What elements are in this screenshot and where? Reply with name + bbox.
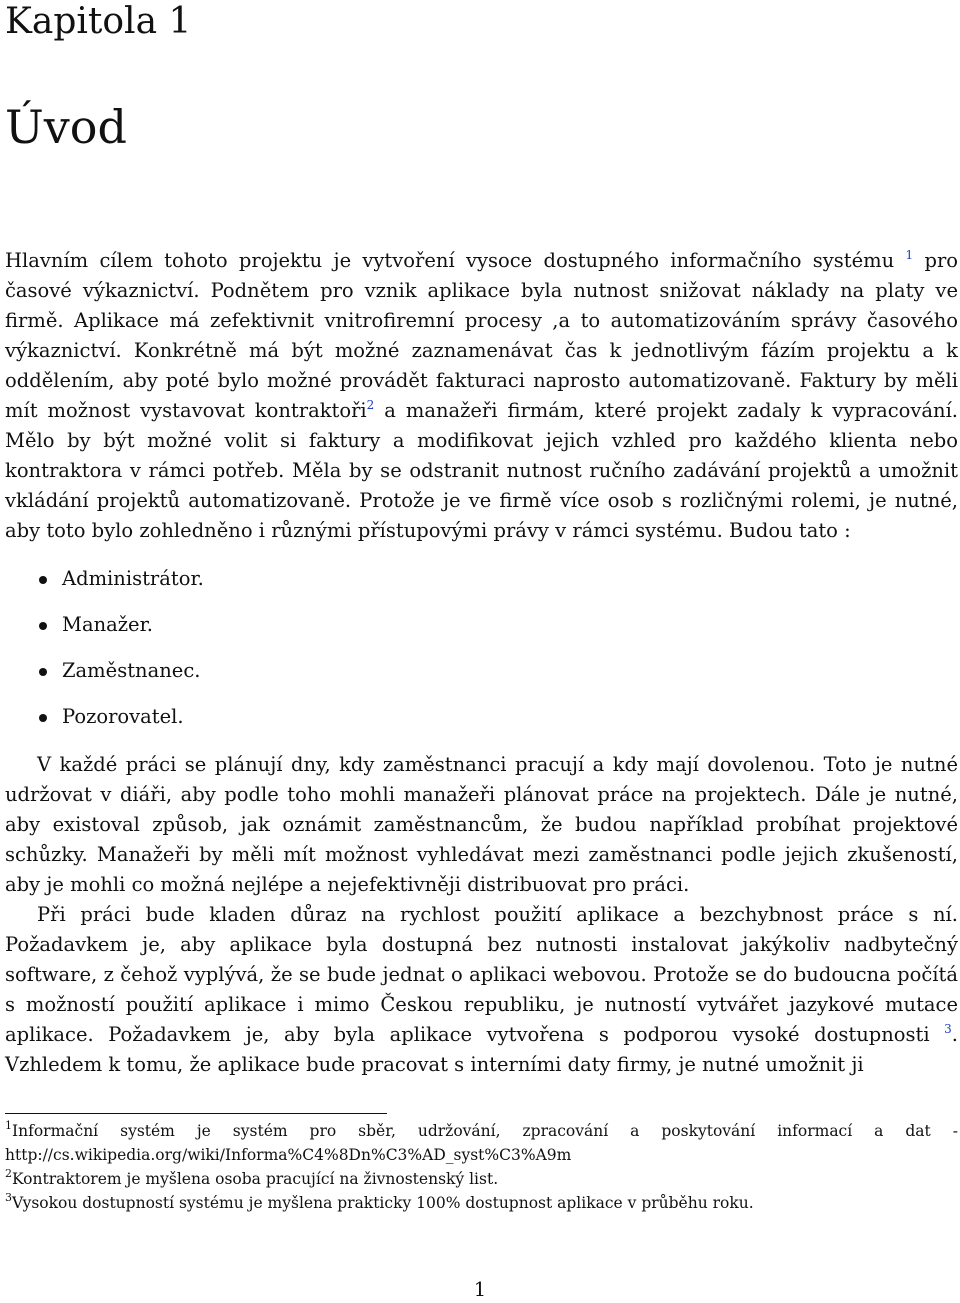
list-item: [5, 648, 958, 694]
role-label: Pozorovatel.: [62, 705, 184, 728]
paragraph-intro-part1: Hlavním cílem tohoto projektu je vytvoření vysoce dostupného informačního systému: [5, 249, 895, 272]
chapter-body: [5, 246, 958, 1080]
footnote-1-url[interactable]: http://cs.wikipedia.org/wiki/Informa%C4%8Dn%C3%AD_syst%C3%A9m: [5, 1146, 572, 1164]
footnote-ref-3[interactable]: 3: [944, 1022, 952, 1036]
role-label: Manažer.: [62, 613, 153, 636]
chapter-title: Úvod: [5, 100, 127, 154]
footnote-3: [5, 1191, 958, 1215]
footnote-text: Vysokou dostupností systému je myšlena prakticky 100% dostupnost aplikace v průběhu roku.: [12, 1194, 754, 1212]
paragraph-requirements-part1: Při práci bude kladen důraz na rychlost použití aplikace a bezchybnost práce s ní. Požadavkem je, aby aplikace byla dostupná bez nutnosti instalovat jakýkoliv nadbytečný software, z čehož vyplývá, že se bude jednat o aplikaci webovou. Protože se do budoucna počítá s možností použití aplikace i mimo Českou republiku, je nutností vytvářet jazykové mutace aplikace. Požadavkem je, aby byla aplikace vytvořena s podporou vysoké dostupnosti: [5, 903, 958, 1046]
paragraph-intro-part3: a manažeři firmám, které projekt zadaly k vypracování. Mělo by být možné volit si faktury a modifikovat jejich vzhled pro každého klienta nebo kontraktora v rámci potřeb. Měla by se odstranit nutnost ručního zadávání projektů a umožnit vkládání projektů automatizovaně. Protože je ve firmě více osob s rozličnými rolemi, je nutné, aby toto bylo zohledněno i různými přístupovými právy v rámci systému. Budou tato :: [5, 399, 959, 542]
paragraph-requirements-part2: . Vzhledem k tomu, že aplikace bude pracovat s interními daty firmy, je nutné umožnit ji: [5, 1023, 958, 1076]
bullet-icon: [39, 576, 47, 584]
bullet-icon: [39, 622, 47, 630]
paragraph-requirements: [5, 900, 958, 1080]
list-item: [5, 556, 958, 602]
footnote-number: 3: [5, 1191, 12, 1204]
footnote-1: [5, 1119, 958, 1143]
paragraph-intro-part2: pro časové výkaznictví. Podnětem pro vznik aplikace byla nutnost snižovat náklady na platy ve firmě. Aplikace má zefektivnit vnitrofiremní procesy ,a to automatizováním správy časového výkaznictví. Konkrétně má být možné zaznamenávat čas k jednotlivým fázím projektu a k oddělením, aby poté bylo možné provádět fakturaci naprosto automatizovaně. Faktury by měli mít možnost vystavovat kontraktoři: [5, 249, 959, 422]
roles-list: [5, 556, 958, 740]
list-item: [5, 602, 958, 648]
footnote-number: 1: [5, 1119, 12, 1132]
list-item: [5, 694, 958, 740]
chapter-label: Kapitola 1: [5, 1, 192, 42]
paragraph-planning: V každé práci se plánují dny, kdy zaměstnanci pracují a kdy mají dovolenou. Toto je nutné udržovat v diáři, aby podle toho mohli manažeři plánovat práce na projektech. Dále je nutné, aby existoval způsob, jak oznámit zaměstnancům, že budou například probíhat projektové schůzky. Manažeři by měli mít možnost vyhledávat mezi zaměstnanci podle jejich zkušeností, aby je mohli co možná nejlépe a nejefektivněji distribuovat pro práci.: [5, 753, 958, 896]
footnote-divider: [5, 1113, 387, 1114]
bullet-icon: [39, 714, 47, 722]
role-label: Zaměstnanec.: [62, 659, 201, 682]
paragraph-intro: [5, 246, 958, 546]
footnotes: [5, 1119, 958, 1215]
footnote-2: [5, 1167, 958, 1191]
footnote-ref-1[interactable]: 1: [905, 248, 914, 262]
footnote-text: Informační systém je systém pro sběr, udržování, zpracování a poskytování informací a dat -: [12, 1122, 958, 1140]
footnote-text: Kontraktorem je myšlena osoba pracující na živnostenský list.: [12, 1170, 499, 1188]
footnote-number: 2: [5, 1167, 12, 1180]
role-label: Administrátor.: [62, 567, 204, 590]
bullet-icon: [39, 668, 47, 676]
footnote-ref-2[interactable]: 2: [366, 398, 375, 412]
page-number: 1: [473, 1278, 487, 1301]
